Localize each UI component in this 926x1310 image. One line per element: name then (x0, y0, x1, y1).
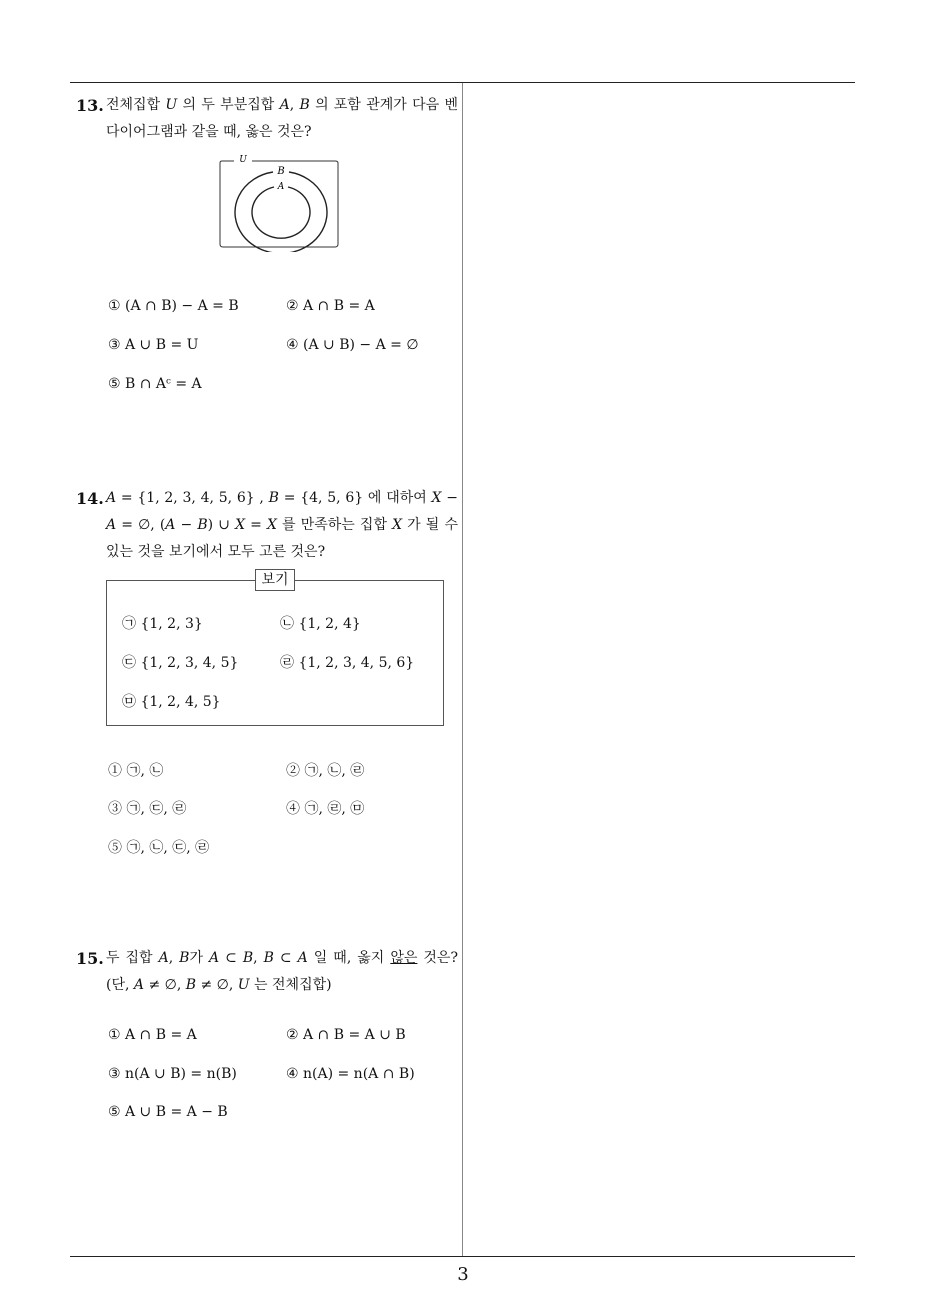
q15-option-1[interactable]: ① A ∩ B = A (108, 1027, 197, 1043)
q15-option-4[interactable]: ④ n(A) = n(A ∩ B) (286, 1066, 415, 1082)
q15-option-3[interactable]: ③ n(A ∪ B) = n(B) (108, 1066, 237, 1082)
stem-text: 의 포함 관계가 다음 벤 다이어그램과 같을 때, 옳은 것은? (106, 97, 459, 140)
stem-text: ≠ ∅, (196, 977, 238, 993)
venn-label-a: A (277, 182, 285, 192)
stem-math: B (179, 950, 190, 966)
set-a-circle (252, 187, 310, 238)
q13-option-3[interactable]: ③ A ∪ B = U (108, 337, 199, 353)
stem-math: A (279, 97, 290, 113)
venn-diagram (218, 152, 342, 252)
q14-option-5[interactable]: ⑤ ㉠, ㉡, ㉢, ㉣ (108, 840, 210, 856)
question-13-number: 13. (76, 96, 104, 115)
stem-text: − (441, 490, 458, 506)
question-13-stem (76, 92, 458, 146)
stem-text: , (168, 950, 180, 966)
stem-text: 일 때, 옳지 (307, 950, 391, 966)
stem-underlined-text: 않은 (390, 950, 418, 966)
q13-option-4[interactable]: ④ (A ∪ B) − A = ∅ (286, 337, 419, 353)
stem-math: X (392, 517, 403, 533)
stem-math: X (267, 517, 277, 533)
bottom-rule (70, 1256, 855, 1257)
stem-math: X (235, 517, 246, 533)
q13-option-5[interactable]: ⑤ B ∩ Aᶜ = A (108, 376, 202, 392)
stem-text: = {4, 5, 6} 에 대하여 (278, 490, 432, 506)
question-13 (76, 92, 458, 146)
stem-math: B (185, 977, 197, 993)
stem-text: = ∅, ( (116, 517, 166, 533)
stem-math: A (106, 517, 117, 533)
q14-option-1[interactable]: ① ㉠, ㉡ (108, 763, 164, 779)
stem-math: A (208, 950, 220, 966)
stem-text: ⊂ (219, 950, 243, 966)
question-15-stem (76, 945, 458, 999)
stem-text: 전체집합 (106, 97, 166, 113)
stem-text: ) ∪ (207, 517, 236, 533)
question-15 (76, 945, 458, 999)
stem-text: 는 전체집합) (249, 977, 332, 993)
example-box-title: 보기 (255, 569, 295, 591)
q14-option-2[interactable]: ② ㉠, ㉡, ㉣ (286, 763, 365, 779)
stem-math: B (197, 517, 208, 533)
stem-text: = (245, 517, 268, 533)
stem-text: 가 (189, 950, 209, 966)
question-14-stem (76, 485, 458, 566)
stem-math: A (106, 490, 117, 506)
stem-text: ⊂ (273, 950, 298, 966)
stem-math: B (242, 950, 254, 966)
q14-option-3[interactable]: ③ ㉠, ㉢, ㉣ (108, 801, 187, 817)
q13-option-2[interactable]: ② A ∩ B = A (286, 298, 375, 314)
q14-option-4[interactable]: ④ ㉠, ㉣, ㉤ (286, 801, 365, 817)
stem-math: X (431, 490, 442, 506)
stem-text: , (289, 97, 300, 113)
stem-text: 를 만족하는 집합 (276, 517, 393, 533)
question-14 (76, 485, 458, 566)
venn-label-u: U (239, 155, 247, 165)
box-item-5: ㉤ {1, 2, 4, 5} (122, 694, 221, 710)
stem-text: , (253, 950, 264, 966)
stem-math: U (165, 97, 178, 113)
page-number: 3 (457, 1264, 469, 1285)
box-item-4: ㉣ {1, 2, 3, 4, 5, 6} (280, 655, 415, 671)
stem-text: − (175, 517, 198, 533)
stem-math: A (133, 977, 145, 993)
stem-math: U (237, 977, 250, 993)
stem-text: ≠ ∅, (144, 977, 186, 993)
stem-text: 의 두 부분집합 (177, 97, 280, 113)
stem-math: B (299, 97, 310, 113)
stem-math: B (263, 950, 274, 966)
box-item-3: ㉢ {1, 2, 3, 4, 5} (122, 655, 239, 671)
q15-option-5[interactable]: ⑤ A ∪ B = A − B (108, 1104, 228, 1120)
stem-text: 가 될 수 있는 것을 보기에서 모두 고른 것은? (106, 517, 458, 560)
stem-math: A (158, 950, 169, 966)
q15-option-2[interactable]: ② A ∩ B = A ∪ B (286, 1027, 406, 1043)
q13-option-1[interactable]: ① (A ∩ B) − A = B (108, 298, 239, 314)
stem-math: B (268, 490, 279, 506)
stem-text: 두 집합 (106, 950, 159, 966)
question-14-number: 14. (76, 489, 104, 508)
stem-math: A (165, 517, 176, 533)
venn-label-b: B (277, 166, 285, 177)
box-item-1: ㉠ {1, 2, 3} (122, 616, 203, 632)
stem-text: = {1, 2, 3, 4, 5, 6} , (116, 490, 269, 506)
question-15-number: 15. (76, 949, 104, 968)
stem-math: A (297, 950, 308, 966)
box-item-2: ㉡ {1, 2, 4} (280, 616, 361, 632)
stem-text: 것은? (단, (106, 950, 458, 993)
column-divider (462, 83, 463, 1256)
